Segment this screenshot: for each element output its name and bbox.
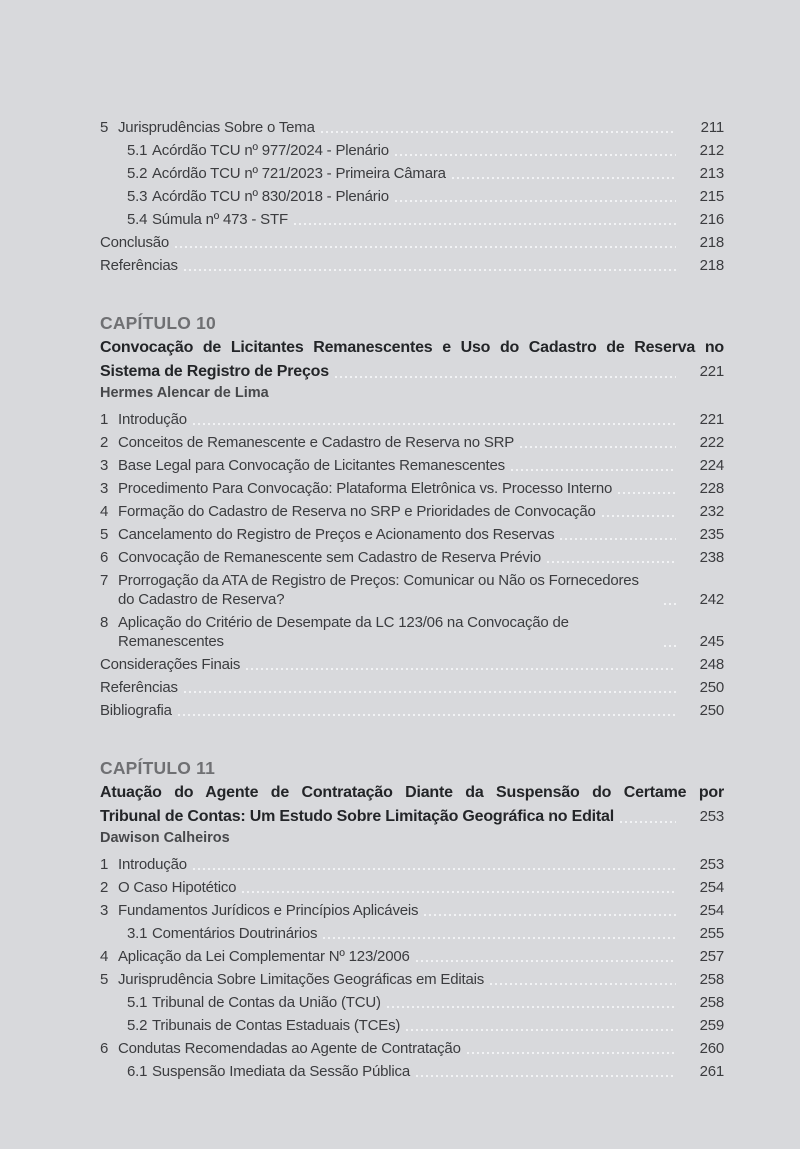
toc-entry — [100, 613, 724, 651]
entry-row-body — [118, 901, 724, 920]
entry-page-number: 255 — [699, 925, 724, 942]
entry-number: 1 — [100, 411, 109, 428]
entry-label: Conceitos de Remanescente e Cadastro de Reserva no SRP — [118, 434, 515, 451]
entry-label: O Caso Hipotético — [118, 879, 237, 896]
entry-number: 3 — [100, 902, 109, 919]
entry-page-number: 258 — [699, 994, 724, 1011]
entry-number: 4 — [100, 948, 109, 965]
entry-number: 5 — [100, 119, 109, 136]
dot-leader — [387, 1006, 676, 1008]
toc-entry — [100, 118, 724, 137]
entry-page-number: 222 — [699, 434, 724, 451]
dot-leader — [246, 668, 676, 670]
entry-row-body — [152, 187, 724, 206]
dot-leader — [520, 446, 676, 448]
entry-label: Jurisprudências Sobre o Tema — [118, 119, 315, 136]
chapter-title-text: Sistema de Registro de Preços — [100, 362, 329, 380]
dot-leader — [395, 200, 676, 202]
entry-label: Suspensão Imediata da Sessão Pública — [152, 1063, 410, 1080]
entry-page-number: 228 — [699, 480, 724, 497]
entry-page-number: 224 — [699, 457, 724, 474]
entry-row-body — [152, 993, 724, 1012]
entry-row-body — [118, 433, 724, 452]
toc-entry — [100, 141, 724, 160]
chapter-page-number: 253 — [699, 807, 724, 825]
chapter-author: Dawison Calheiros — [100, 830, 230, 846]
entry-label: Aplicação do Critério de Desempate da LC 123/06 na Convocação de Remanescentes — [118, 614, 569, 650]
chapter-block — [100, 756, 724, 1081]
chapter-entries — [100, 855, 724, 1081]
entry-label: Acórdão TCU nº 721/2023 - Primeira Câmara — [152, 165, 446, 182]
dot-leader — [184, 691, 676, 693]
entry-row-body — [118, 410, 724, 429]
entry-page-number: 216 — [699, 211, 724, 228]
entry-number: 6 — [100, 549, 109, 566]
entry-page-number: 238 — [699, 549, 724, 566]
entry-label: Acórdão TCU nº 830/2018 - Plenário — [152, 188, 389, 205]
entry-label: Jurisprudência Sobre Limitações Geográficas em Editais — [118, 971, 485, 988]
entry-label: Tribunal de Contas da União (TCU) — [152, 994, 381, 1011]
entry-row-body — [152, 1062, 724, 1081]
entry-page-number: 211 — [700, 119, 724, 136]
toc-entry — [100, 456, 724, 475]
dot-leader — [335, 376, 676, 378]
toc-entry — [100, 678, 724, 697]
toc-entry — [100, 164, 724, 183]
dot-leader — [395, 154, 676, 156]
entry-page-number: 250 — [699, 679, 724, 696]
chapter-title — [100, 781, 724, 828]
toc-entry — [100, 256, 724, 275]
entry-label: Prorrogação da ATA de Registro de Preços: Comunicar ou Não os Fornecedores do Cadastro de Reserva? — [118, 572, 639, 608]
entry-page-number: 257 — [699, 948, 724, 965]
dot-leader — [175, 246, 676, 248]
toc-entry — [100, 901, 724, 920]
toc-entry — [100, 878, 724, 897]
entry-page-number: 235 — [699, 526, 724, 543]
toc-entry — [100, 924, 724, 943]
toc-entry — [100, 410, 724, 429]
entry-row-body — [118, 855, 724, 874]
dot-leader — [547, 561, 676, 563]
entry-page-number: 261 — [699, 1063, 724, 1080]
entry-number: 6.1 — [127, 1063, 148, 1080]
entry-label: Bibliografia — [100, 702, 172, 719]
toc-entry — [100, 947, 724, 966]
chapter-title-lastline — [100, 360, 724, 384]
toc-entry — [100, 502, 724, 521]
entry-page-number: 259 — [699, 1017, 724, 1034]
entry-row-body — [118, 1039, 724, 1058]
dot-leader — [416, 960, 676, 962]
entry-row-body — [118, 947, 724, 966]
dot-leader — [424, 914, 676, 916]
toc-entry — [100, 993, 724, 1012]
dot-leader — [560, 538, 676, 540]
entry-row-body — [100, 678, 724, 697]
dot-leader — [242, 891, 676, 893]
toc-entry — [100, 1039, 724, 1058]
toc-entry — [100, 525, 724, 544]
entry-page-number: 245 — [699, 633, 724, 650]
entry-number: 5 — [100, 971, 109, 988]
dot-leader — [416, 1075, 676, 1077]
dot-leader — [602, 515, 676, 517]
entry-page-number: 215 — [699, 188, 724, 205]
entry-row-body — [100, 233, 724, 252]
toc-section — [100, 118, 724, 275]
dot-leader — [467, 1052, 676, 1054]
toc-entry — [100, 1016, 724, 1035]
entry-number: 8 — [100, 614, 109, 631]
dot-leader — [490, 983, 676, 985]
dot-leader — [511, 469, 676, 471]
entry-label: Introdução — [118, 856, 187, 873]
entry-label: Convocação de Remanescente sem Cadastro de Reserva Prévio — [118, 549, 541, 566]
entry-number: 3 — [100, 457, 109, 474]
entry-row-body — [152, 924, 724, 943]
entry-label: Considerações Finais — [100, 656, 241, 673]
entry-number: 5 — [100, 526, 109, 543]
chapter-page-number: 221 — [699, 362, 724, 380]
entry-page-number: 218 — [699, 234, 724, 251]
entry-number: 5.2 — [127, 165, 148, 182]
toc-entry — [100, 433, 724, 452]
entry-number: 3.1 — [127, 925, 148, 942]
entry-page-number: 258 — [699, 971, 724, 988]
entry-page-number: 212 — [699, 142, 724, 159]
dot-leader — [620, 821, 676, 823]
entry-row-body — [118, 571, 724, 609]
chapter-label: CAPÍTULO 10 — [100, 313, 216, 333]
entry-number: 5.4 — [127, 211, 148, 228]
toc-entry — [100, 571, 724, 609]
entry-number: 4 — [100, 503, 109, 520]
chapter-title-lastline — [100, 805, 724, 829]
entry-page-number: 253 — [699, 856, 724, 873]
toc-entry — [100, 479, 724, 498]
toc-entry — [100, 210, 724, 229]
entry-row-body — [100, 701, 724, 720]
entry-row-body — [152, 1016, 724, 1035]
entry-page-number: 232 — [699, 503, 724, 520]
toc-entry — [100, 1062, 724, 1081]
entry-number: 3 — [100, 480, 109, 497]
entry-label: Tribunais de Contas Estaduais (TCEs) — [152, 1017, 401, 1034]
entry-row-body — [118, 118, 724, 137]
toc-entry — [100, 970, 724, 989]
entry-page-number: 248 — [699, 656, 724, 673]
chapter-entries — [100, 410, 724, 720]
dot-leader — [323, 937, 676, 939]
toc-entry — [100, 655, 724, 674]
entry-label: Referências — [100, 679, 178, 696]
chapter-label: CAPÍTULO 11 — [100, 758, 216, 778]
entry-page-number: 242 — [699, 591, 724, 608]
chapter-title — [100, 336, 724, 383]
entry-row-body — [118, 456, 724, 475]
entry-row-body — [152, 141, 724, 160]
toc-entry — [100, 855, 724, 874]
entry-row-body — [100, 256, 724, 275]
entry-number: 5.1 — [127, 994, 148, 1011]
entry-page-number: 260 — [699, 1040, 724, 1057]
dot-leader — [664, 645, 676, 647]
entry-label: Cancelamento do Registro de Preços e Acionamento dos Reservas — [118, 526, 555, 543]
dot-leader — [178, 714, 676, 716]
entry-number: 5.3 — [127, 188, 148, 205]
entry-number: 5.2 — [127, 1017, 148, 1034]
dot-leader — [452, 177, 676, 179]
chapter-block — [100, 311, 724, 720]
dot-leader — [193, 423, 676, 425]
dot-leader — [618, 492, 676, 494]
entry-page-number: 254 — [699, 902, 724, 919]
entry-label: Referências — [100, 257, 178, 274]
entry-number: 6 — [100, 1040, 109, 1057]
dot-leader — [193, 868, 676, 870]
toc-entry — [100, 548, 724, 567]
entry-label: Procedimento Para Convocação: Plataforma Eletrônica vs. Processo Interno — [118, 480, 613, 497]
entry-row-body — [152, 210, 724, 229]
entry-page-number: 218 — [699, 257, 724, 274]
entry-page-number: 221 — [699, 411, 724, 428]
entry-number: 5.1 — [127, 142, 148, 159]
entry-row-body — [118, 613, 724, 651]
entry-page-number: 250 — [699, 702, 724, 719]
entry-row-body — [100, 655, 724, 674]
toc-entry — [100, 187, 724, 206]
entry-number: 2 — [100, 879, 109, 896]
entry-page-number: 213 — [699, 165, 724, 182]
entry-row-body — [152, 164, 724, 183]
dot-leader — [184, 269, 676, 271]
entry-row-body — [118, 970, 724, 989]
entry-number: 7 — [100, 572, 109, 589]
toc-entry — [100, 701, 724, 720]
entry-label: Acórdão TCU nº 977/2024 - Plenário — [152, 142, 389, 159]
entry-number: 1 — [100, 856, 109, 873]
chapter-author: Hermes Alencar de Lima — [100, 385, 269, 401]
entry-label: Aplicação da Lei Complementar Nº 123/2006 — [118, 948, 410, 965]
entry-row-body — [118, 878, 724, 897]
chapter-title-line: Atuação do Agente de Contratação Diante da Suspensão do Certame por — [100, 784, 724, 801]
entry-label: Base Legal para Convocação de Licitantes Remanescentes — [118, 457, 505, 474]
dot-leader — [406, 1029, 676, 1031]
dot-leader — [664, 603, 676, 605]
entry-label: Súmula nº 473 - STF — [152, 211, 288, 228]
entry-label: Introdução — [118, 411, 187, 428]
dot-leader — [294, 223, 676, 225]
entry-label: Fundamentos Jurídicos e Princípios Aplicáveis — [118, 902, 419, 919]
entry-page-number: 254 — [699, 879, 724, 896]
chapter-title-text: Tribunal de Contas: Um Estudo Sobre Limitação Geográfica no Edital — [100, 807, 614, 825]
entry-row-body — [118, 479, 724, 498]
entry-row-body — [118, 502, 724, 521]
entry-label: Formação do Cadastro de Reserva no SRP e Prioridades de Convocação — [118, 503, 596, 520]
dot-leader — [321, 131, 676, 133]
chapter-title-line: Convocação de Licitantes Remanescentes e Uso do Cadastro de Reserva no — [100, 339, 724, 356]
toc-entry — [100, 233, 724, 252]
entry-label: Conclusão — [100, 234, 170, 251]
entry-label: Condutas Recomendadas ao Agente de Contratação — [118, 1040, 461, 1057]
entry-row-body — [118, 525, 724, 544]
entry-row-body — [118, 548, 724, 567]
entry-number: 2 — [100, 434, 109, 451]
entry-label: Comentários Doutrinários — [152, 925, 318, 942]
